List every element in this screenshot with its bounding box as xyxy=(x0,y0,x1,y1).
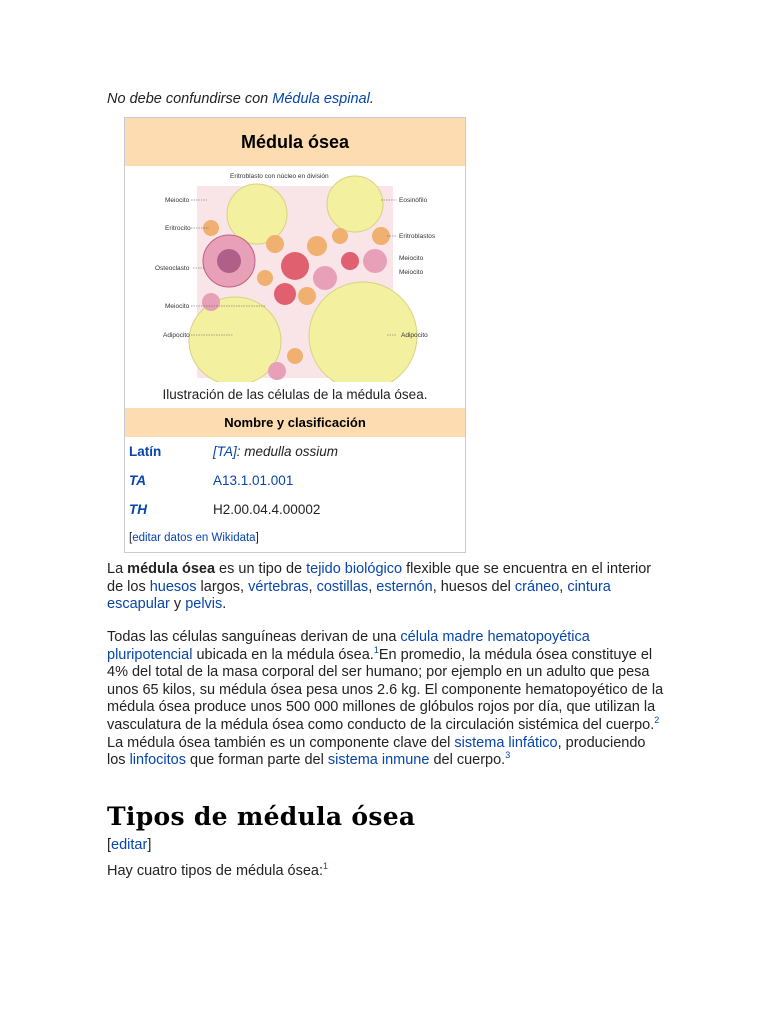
infobox xyxy=(124,117,466,553)
bold-term: médula ósea xyxy=(127,561,216,577)
image-label-left-5: Adipocito xyxy=(163,332,190,339)
link-pelvis[interactable]: pelvis xyxy=(185,596,223,613)
image-label-right-1: Eosinófilo xyxy=(399,197,428,204)
row-label[interactable]: Latín xyxy=(129,444,162,459)
text: , xyxy=(308,578,317,595)
link-esternon[interactable]: esternón xyxy=(376,578,433,595)
text: es un tipo de xyxy=(215,561,307,577)
text: , xyxy=(368,578,377,595)
bracket-open: [ xyxy=(129,532,133,544)
reference-1[interactable]: 1 xyxy=(323,861,329,872)
section-edit xyxy=(107,837,151,853)
reference-2[interactable]: 2 xyxy=(654,715,660,726)
link-tejido-biologico[interactable]: tejido biológico xyxy=(306,561,403,577)
section-heading: Tipos de médula ósea xyxy=(107,802,416,831)
link-sistema-inmune[interactable]: sistema inmune xyxy=(327,752,430,769)
row-label[interactable]: TA xyxy=(129,473,146,488)
infobox-row-ta xyxy=(125,466,465,495)
image-label-left-2: Eritrocito xyxy=(165,225,191,232)
text: En promedio, la médula ósea constituye el 4% del total de la masa corporal del ser humano; por ejemplo en un adulto que pesa unos 65 kilos, su médula ósea pesa unos 2.6 kg. El componente hematopoyético de la médula ósea produce unos 500 000 millones de glóbulos rojos por día, que utilizan la vasculatura de la médula ósea como conducto de la circulación sistémica del cuerpo. xyxy=(107,646,664,733)
infobox-caption: Ilustración de las células de la médula ósea. xyxy=(162,387,428,402)
paragraph-types xyxy=(107,863,328,879)
infobox-image[interactable] xyxy=(125,166,465,382)
link-celula-madre[interactable]: célula madre hematopoyética pluripotencial xyxy=(107,629,590,663)
paragraph-hematopoiesis xyxy=(107,629,667,770)
text: Hay cuatro tipos de médula ósea: xyxy=(107,863,324,879)
bracket-close: ] xyxy=(255,532,259,544)
text: La xyxy=(107,561,128,577)
row-value xyxy=(213,466,293,495)
image-label-right-3: Meiocito xyxy=(399,255,424,262)
link-craneo[interactable]: cráneo xyxy=(514,578,560,595)
row-value: H2.00.04.4.00002 xyxy=(213,502,321,517)
text: , produciendo los xyxy=(107,734,646,769)
link-sistema-linfatico[interactable]: sistema linfático xyxy=(454,734,558,751)
image-label-right-5: Adipocito xyxy=(401,332,428,339)
text: que forman parte del xyxy=(186,752,328,769)
bracket-open: [ xyxy=(107,837,112,853)
edit-wikidata-link[interactable]: editar datos en Wikidata xyxy=(132,532,256,544)
row-value xyxy=(213,437,338,466)
wikidata-edit xyxy=(129,532,259,544)
image-label-left-3: Osteoclasto xyxy=(155,265,190,272)
bracket-close: ] xyxy=(147,837,152,853)
link-vertebras[interactable]: vértebras xyxy=(248,578,309,595)
text: ubicada en la médula ósea. xyxy=(192,646,374,663)
hatnote-prefix: No debe confundirse con xyxy=(107,91,269,107)
image-label-left-1: Meiocito xyxy=(165,197,190,204)
infobox-row-th xyxy=(125,495,465,524)
text: . xyxy=(222,596,227,613)
text: , huesos del xyxy=(432,578,515,595)
image-label-right-4: Meiocito xyxy=(399,269,424,276)
image-label-left-4: Meiocito xyxy=(165,303,190,310)
bone-marrow-illustration xyxy=(125,166,465,382)
link-linfocitos[interactable]: linfocitos xyxy=(129,752,186,769)
link-cintura-escapular[interactable]: cintura escapular xyxy=(107,578,611,613)
reference-3[interactable]: 3 xyxy=(505,750,511,761)
text: del cuerpo. xyxy=(429,752,506,769)
edit-section-link[interactable]: editar xyxy=(111,837,148,853)
link-costillas[interactable]: costillas xyxy=(316,578,369,595)
ta-link[interactable]: [TA] xyxy=(213,444,237,459)
row-label[interactable]: TH xyxy=(129,502,147,517)
reference-1[interactable]: 1 xyxy=(373,644,379,655)
infobox-section-header: Nombre y clasificación xyxy=(125,408,465,437)
paragraph-intro xyxy=(107,561,667,614)
cell-field xyxy=(189,176,417,382)
link-huesos[interactable]: huesos xyxy=(149,578,197,595)
text: y xyxy=(169,596,186,613)
image-label-right-2: Eritroblastos xyxy=(399,233,436,240)
hatnote xyxy=(107,91,374,107)
image-label-top: Eritroblasto con núcleo en división xyxy=(230,173,329,180)
text: flexible que se encuentra en el interior de los xyxy=(107,561,652,595)
hatnote-link-medula-espinal[interactable]: Médula espinal xyxy=(272,91,370,107)
hatnote-suffix: . xyxy=(369,91,374,107)
text: , xyxy=(559,578,568,595)
infobox-title: Médula ósea xyxy=(125,118,465,166)
latin-name: : medulla ossium xyxy=(236,444,339,459)
text: La médula ósea también es un componente clave del xyxy=(107,734,455,751)
ta-code-link[interactable]: A13.1.01.001 xyxy=(213,473,294,488)
infobox-row-latin xyxy=(125,437,465,466)
text: largos, xyxy=(196,578,249,595)
text: Todas las células sanguíneas derivan de una xyxy=(107,629,401,645)
